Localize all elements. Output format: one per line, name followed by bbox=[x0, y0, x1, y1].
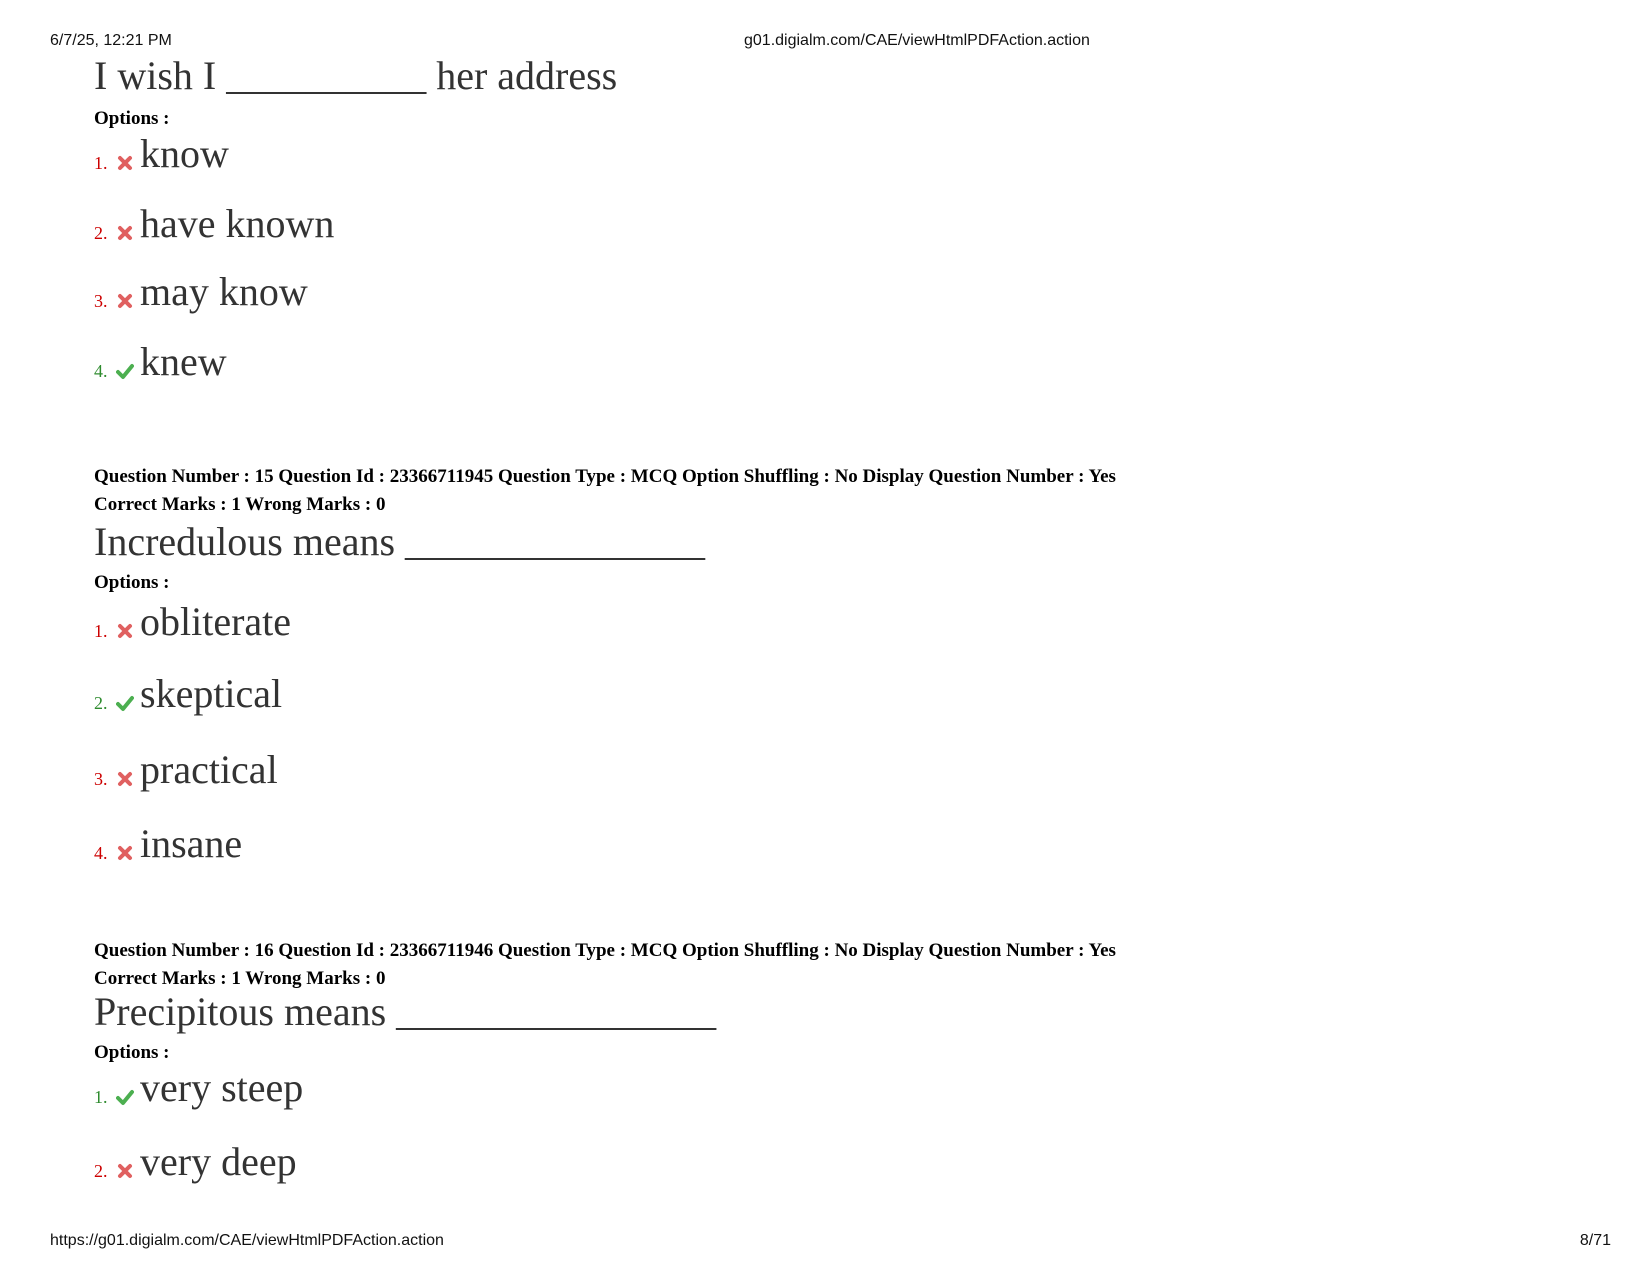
option-text: have known bbox=[140, 201, 335, 246]
check-icon bbox=[116, 694, 134, 712]
check-icon bbox=[116, 1088, 134, 1106]
options-label: Options : bbox=[94, 1042, 170, 1063]
check-icon bbox=[116, 362, 134, 380]
print-footer-url: https://g01.digialm.com/CAE/viewHtmlPDFAction.action bbox=[50, 1232, 444, 1249]
print-header-url: g01.digialm.com/CAE/viewHtmlPDFAction.action bbox=[744, 32, 1090, 49]
option-number: 4. bbox=[94, 843, 108, 863]
question-marks-line: Correct Marks : 1 Wrong Marks : 0 bbox=[94, 968, 386, 989]
page-number: 8/71 bbox=[1579, 1232, 1611, 1249]
option-number: 2. bbox=[94, 693, 108, 713]
question-meta-line: Question Number : 16 Question Id : 23366711946 Question Type : MCQ Option Shuffling : No Display Question Number : Yes bbox=[94, 940, 1116, 961]
question-text: I wish I __________ her address bbox=[94, 53, 618, 98]
option-number: 2. bbox=[94, 223, 108, 243]
option-text: knew bbox=[140, 339, 227, 384]
option-number: 1. bbox=[94, 621, 108, 641]
question-meta-line: Question Number : 15 Question Id : 23366711945 Question Type : MCQ Option Shuffling : No Display Question Number : Yes bbox=[94, 466, 1116, 487]
option-number: 3. bbox=[94, 769, 108, 789]
option-item bbox=[94, 269, 308, 314]
question-text: Incredulous means _______________ bbox=[94, 519, 706, 564]
wrong-icon bbox=[116, 770, 134, 788]
option-item bbox=[94, 201, 335, 246]
wrong-icon bbox=[116, 844, 134, 862]
question-marks-line: Correct Marks : 1 Wrong Marks : 0 bbox=[94, 494, 386, 515]
option-item bbox=[94, 1139, 297, 1184]
option-item bbox=[94, 747, 278, 792]
option-number: 1. bbox=[94, 153, 108, 173]
wrong-icon bbox=[116, 292, 134, 310]
wrong-icon bbox=[116, 1162, 134, 1180]
option-text: skeptical bbox=[140, 671, 283, 716]
option-text: insane bbox=[140, 821, 243, 866]
option-text: may know bbox=[140, 269, 308, 314]
print-datetime: 6/7/25, 12:21 PM bbox=[50, 32, 172, 49]
option-number: 4. bbox=[94, 361, 108, 381]
question-text: Precipitous means ________________ bbox=[94, 989, 717, 1034]
option-item bbox=[94, 131, 229, 176]
option-text: very deep bbox=[140, 1139, 297, 1184]
option-item bbox=[94, 599, 292, 644]
question-meta bbox=[94, 937, 1116, 993]
option-text: know bbox=[140, 131, 229, 176]
option-item bbox=[94, 1065, 304, 1110]
option-item bbox=[94, 671, 283, 716]
option-text: obliterate bbox=[140, 599, 292, 644]
option-number: 2. bbox=[94, 1161, 108, 1181]
question-meta bbox=[94, 463, 1116, 519]
option-item bbox=[94, 821, 243, 866]
options-label: Options : bbox=[94, 108, 170, 129]
option-text: very steep bbox=[140, 1065, 304, 1110]
options-label: Options : bbox=[94, 572, 170, 593]
wrong-icon bbox=[116, 622, 134, 640]
option-number: 1. bbox=[94, 1087, 108, 1107]
wrong-icon bbox=[116, 154, 134, 172]
option-number: 3. bbox=[94, 291, 108, 311]
option-item bbox=[94, 339, 227, 384]
wrong-icon bbox=[116, 224, 134, 242]
option-text: practical bbox=[140, 747, 278, 792]
